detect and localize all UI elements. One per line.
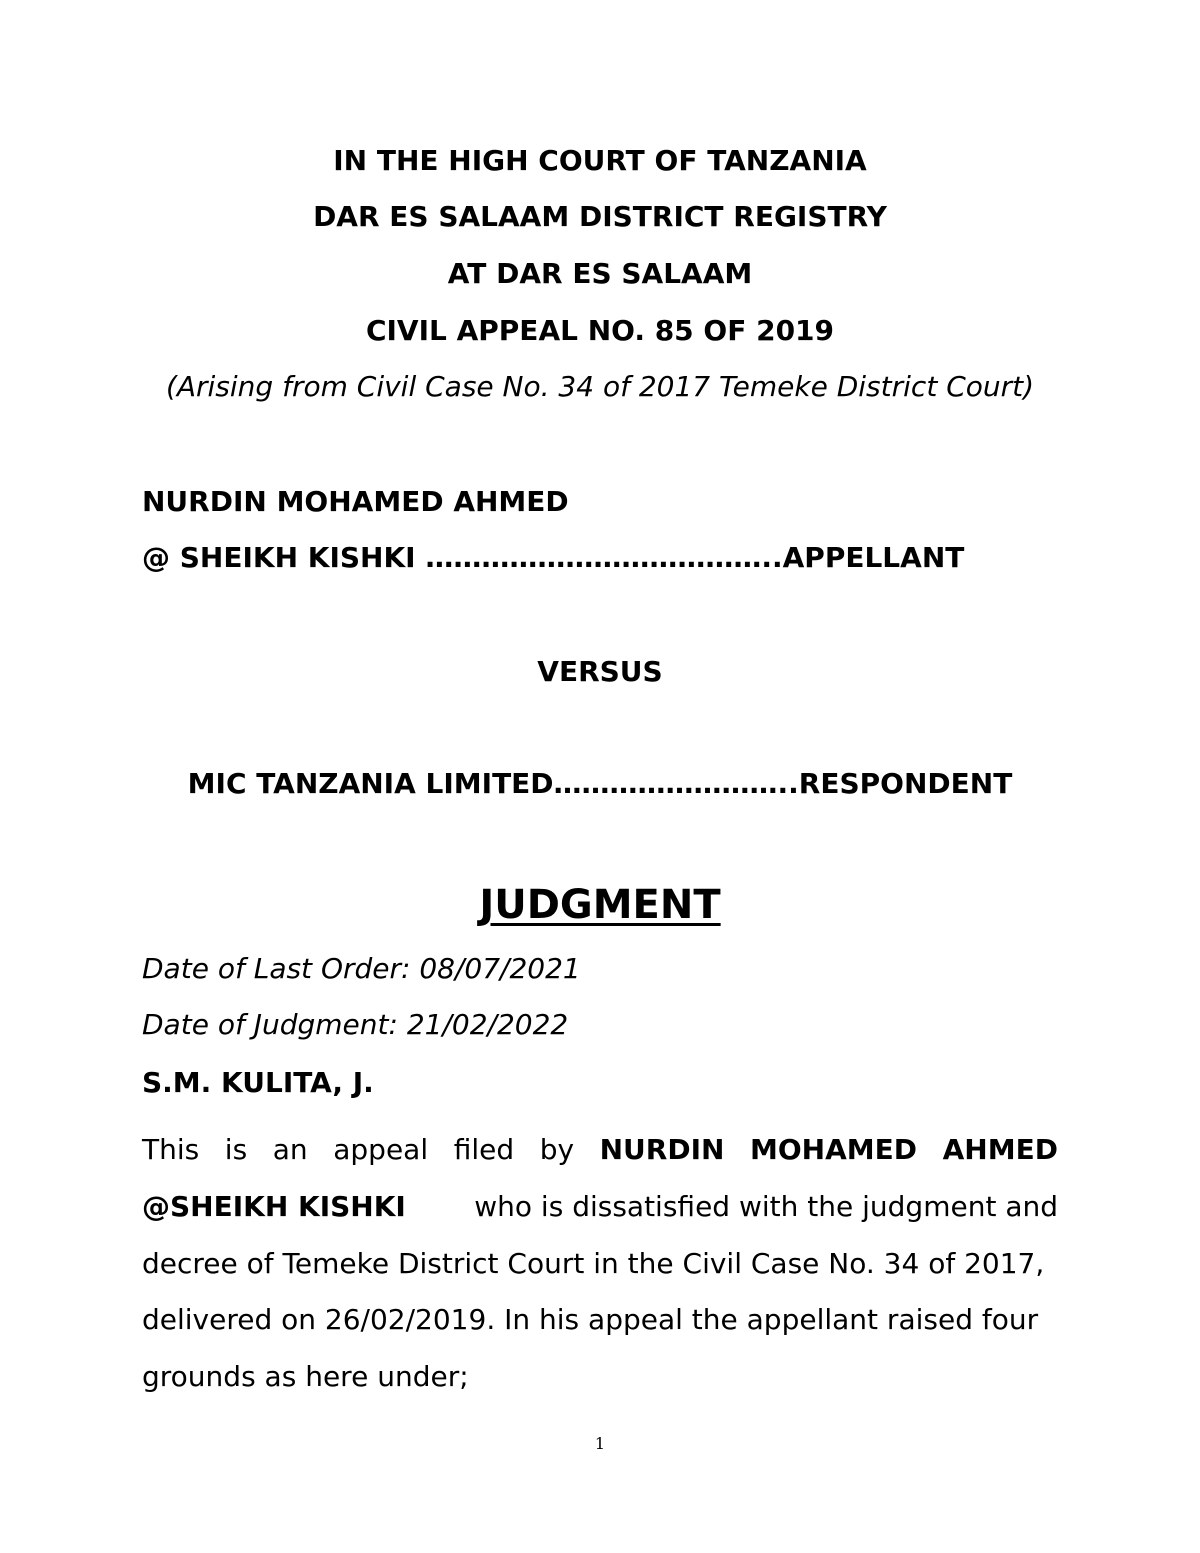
appellant-name-bold: NURDIN xyxy=(599,1133,725,1166)
registry-name: DAR ES SALAAM DISTRICT REGISTRY xyxy=(313,200,887,233)
appellant-alias-line: @ SHEIKH KISHKI ………………………………..APPELLANT xyxy=(142,541,965,574)
appellant-name: NURDIN MOHAMED AHMED xyxy=(142,485,569,518)
case-number: CIVIL APPEAL NO. 85 OF 2019 xyxy=(365,314,835,347)
respondent-line: MIC TANZANIA LIMITED……………………..RESPONDENT xyxy=(187,767,1013,800)
appellant-name-bold: AHMED xyxy=(942,1133,1058,1166)
line-text: delivered on 26/02/2019. In his appeal the appellant raised four xyxy=(142,1303,1039,1336)
court-location: AT DAR ES SALAAM xyxy=(447,257,753,290)
paragraph-line xyxy=(142,1360,1058,1394)
word: This xyxy=(142,1133,200,1166)
paragraph-line xyxy=(142,1247,1058,1281)
line-text: grounds as here under; xyxy=(142,1360,469,1393)
arising-from: (Arising from Civil Case No. 34 of 2017 Temeke District Court) xyxy=(165,370,1035,403)
date-judgment: Date of Judgment: 21/02/2022 xyxy=(142,1008,569,1041)
line-text: who is dissatisfied with the judgment and xyxy=(474,1190,1058,1223)
appellant-name-bold: MOHAMED xyxy=(750,1133,918,1166)
paragraph-line xyxy=(142,1303,1058,1337)
word: by xyxy=(539,1133,575,1166)
judge-name: S.M. KULITA, J. xyxy=(142,1066,374,1099)
judgment-title: JUDGMENT xyxy=(479,882,721,928)
line-text: decree of Temeke District Court in the Civil Case No. 34 of 2017, xyxy=(142,1247,1045,1280)
word: is xyxy=(224,1133,248,1166)
paragraph-line xyxy=(142,1133,1058,1167)
versus-label: VERSUS xyxy=(537,655,663,688)
date-last-order: Date of Last Order: 08/07/2021 xyxy=(142,952,581,985)
page-number: 1 xyxy=(594,1434,606,1453)
word: an xyxy=(272,1133,308,1166)
word: filed xyxy=(453,1133,515,1166)
word: appeal xyxy=(333,1133,429,1166)
appellant-alias-bold: @SHEIKH KISHKI xyxy=(142,1190,406,1223)
court-name: IN THE HIGH COURT OF TANZANIA xyxy=(333,144,867,177)
paragraph-line xyxy=(142,1190,1058,1224)
